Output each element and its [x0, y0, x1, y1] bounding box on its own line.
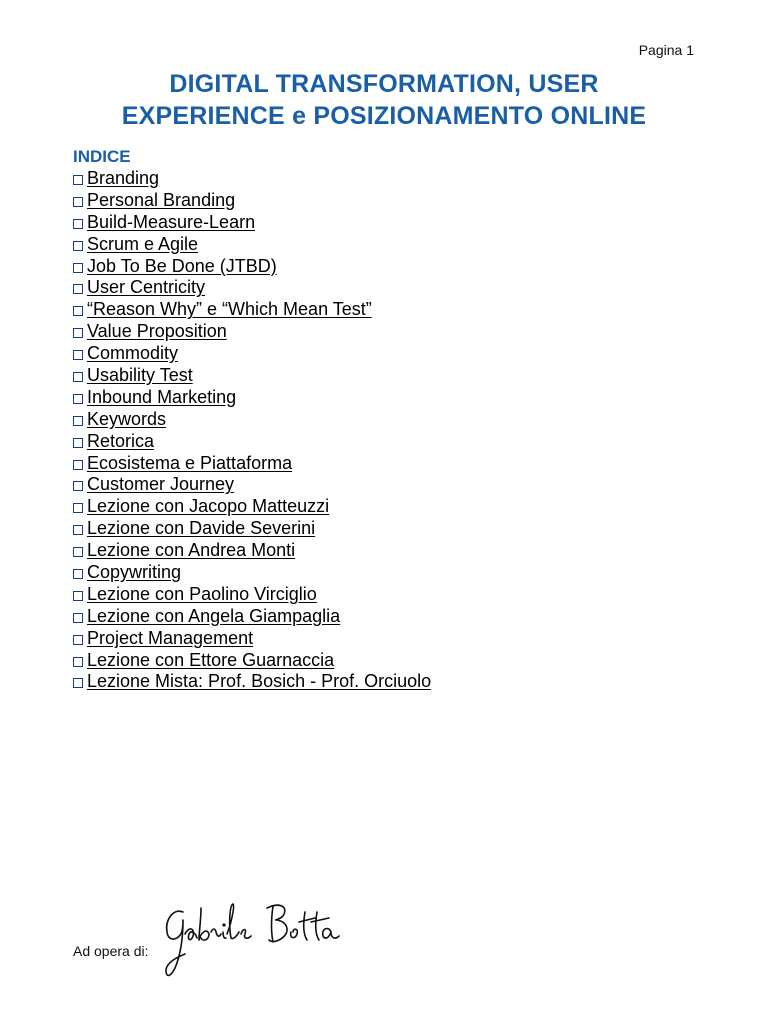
checkbox-bullet-icon — [73, 547, 83, 557]
toc-item — [73, 474, 431, 496]
toc-link[interactable]: Inbound Marketing — [87, 386, 237, 407]
toc-item — [73, 453, 431, 475]
checkbox-bullet-icon — [73, 328, 83, 338]
toc-link[interactable]: Value Proposition — [87, 321, 227, 342]
toc-item — [73, 628, 431, 650]
toc-item — [73, 321, 431, 343]
toc-link[interactable]: Copywriting — [87, 562, 182, 583]
toc-item — [73, 584, 431, 606]
toc-link[interactable]: Keywords — [87, 408, 167, 429]
toc-item — [73, 277, 431, 299]
toc-link[interactable]: Lezione con Andrea Monti — [87, 540, 296, 561]
checkbox-bullet-icon — [73, 569, 83, 579]
toc-link[interactable]: Lezione Mista: Prof. Bosich - Prof. Orciuolo — [87, 671, 432, 692]
checkbox-bullet-icon — [73, 416, 83, 426]
toc-link[interactable]: Lezione con Davide Severini — [87, 518, 316, 539]
toc-link[interactable]: Ecosistema e Piattaforma — [87, 452, 293, 473]
checkbox-bullet-icon — [73, 635, 83, 645]
title-line-2-conjunction: e — [292, 102, 307, 130]
signature — [161, 898, 361, 984]
toc-item — [73, 190, 431, 212]
checkbox-bullet-icon — [73, 175, 83, 185]
checkbox-bullet-icon — [73, 350, 83, 360]
checkbox-bullet-icon — [73, 241, 83, 251]
toc-item — [73, 212, 431, 234]
toc-link[interactable]: Lezione con Paolino Virciglio — [87, 583, 317, 604]
document-title — [0, 68, 768, 132]
toc-link[interactable]: Scrum e Agile — [87, 233, 199, 254]
toc-item — [73, 343, 431, 365]
toc-item — [73, 365, 431, 387]
author-label: Ad opera di: — [73, 943, 149, 959]
toc-item — [73, 606, 431, 628]
checkbox-bullet-icon — [73, 678, 83, 688]
checkbox-bullet-icon — [73, 372, 83, 382]
checkbox-bullet-icon — [73, 219, 83, 229]
toc-item — [73, 168, 431, 190]
toc-item — [73, 562, 431, 584]
toc-link[interactable]: Lezione con Jacopo Matteuzzi — [87, 496, 330, 517]
checkbox-bullet-icon — [73, 263, 83, 273]
toc-item — [73, 671, 431, 693]
toc-item — [73, 431, 431, 453]
checkbox-bullet-icon — [73, 481, 83, 491]
checkbox-bullet-icon — [73, 613, 83, 623]
toc-item — [73, 650, 431, 672]
title-line-2-part-1: EXPERIENCE — [121, 102, 293, 130]
toc-link[interactable]: Retorica — [87, 430, 155, 451]
toc-link[interactable]: Job To Be Done (JTBD) — [87, 255, 277, 276]
checkbox-bullet-icon — [73, 591, 83, 601]
title-line-2-part-2: POSIZIONAMENTO ONLINE — [306, 102, 647, 130]
toc-item — [73, 409, 431, 431]
toc-link[interactable]: Project Management — [87, 627, 254, 648]
checkbox-bullet-icon — [73, 460, 83, 470]
toc-link[interactable]: Personal Branding — [87, 189, 236, 210]
toc-link[interactable]: Lezione con Ettore Guarnaccia — [87, 649, 335, 670]
checkbox-bullet-icon — [73, 284, 83, 294]
checkbox-bullet-icon — [73, 394, 83, 404]
toc-list — [73, 168, 431, 693]
toc-item — [73, 387, 431, 409]
checkbox-bullet-icon — [73, 525, 83, 535]
toc-link[interactable]: Build-Measure-Learn — [87, 211, 256, 232]
toc-link[interactable]: User Centricity — [87, 277, 206, 298]
toc-link[interactable]: Branding — [87, 168, 160, 188]
checkbox-bullet-icon — [73, 657, 83, 667]
toc-item — [73, 518, 431, 540]
toc-link[interactable]: Usability Test — [87, 365, 193, 386]
toc-link[interactable]: Lezione con Angela Giampaglia — [87, 605, 341, 626]
footer — [73, 898, 361, 984]
toc-item — [73, 540, 431, 562]
title-line-2 — [0, 100, 768, 132]
checkbox-bullet-icon — [73, 197, 83, 207]
toc-item — [73, 496, 431, 518]
index-heading: INDICE — [73, 147, 131, 166]
toc-link[interactable]: Customer Journey — [87, 474, 235, 495]
toc-item — [73, 299, 431, 321]
checkbox-bullet-icon — [73, 306, 83, 316]
checkbox-bullet-icon — [73, 438, 83, 448]
toc-link[interactable]: “Reason Why” e “Which Mean Test” — [87, 299, 372, 320]
title-line-1: DIGITAL TRANSFORMATION, USER — [169, 70, 599, 98]
page-number: Pagina 1 — [638, 42, 694, 58]
table-of-contents — [73, 146, 431, 693]
toc-item — [73, 256, 431, 278]
toc-link[interactable]: Commodity — [87, 343, 179, 364]
toc-item — [73, 234, 431, 256]
checkbox-bullet-icon — [73, 503, 83, 513]
